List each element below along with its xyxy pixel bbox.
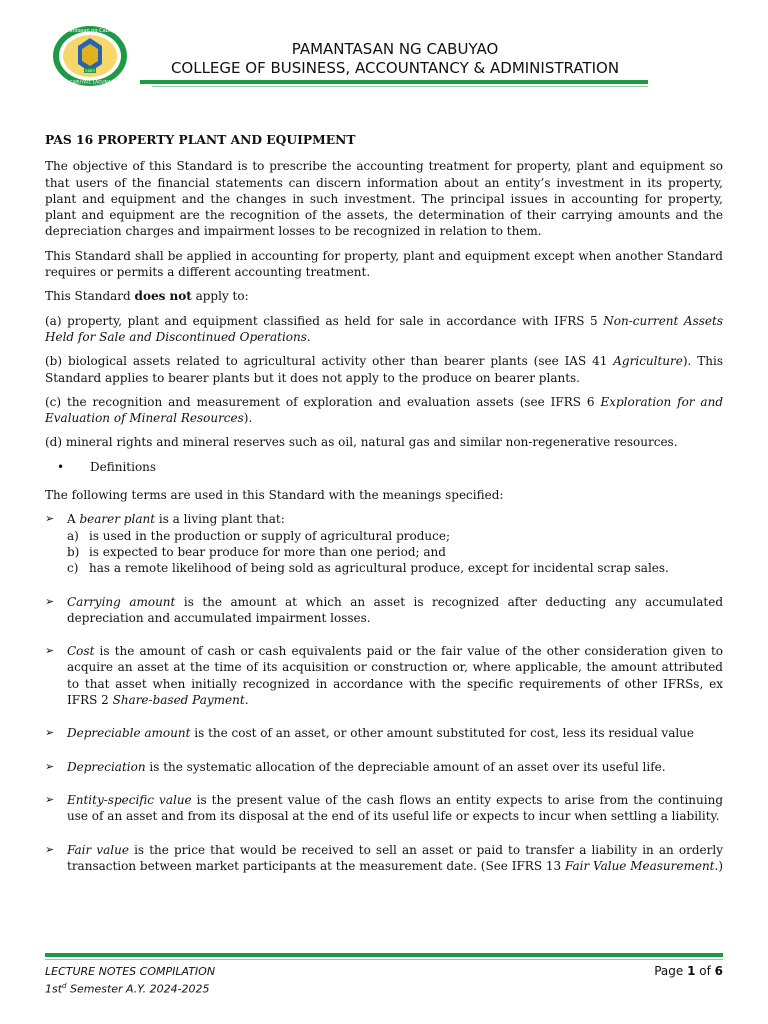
bearer-pre: A bbox=[67, 512, 80, 527]
not-apply-post: apply to: bbox=[191, 289, 249, 304]
cost-end: . bbox=[244, 693, 249, 708]
cost-term: Cost bbox=[67, 644, 95, 659]
document-title: PAS 16 PROPERTY PLANT AND EQUIPMENT bbox=[45, 132, 356, 147]
depreciable-amount-text: is the cost of an asset, or other amount substituted for cost, less its residual value bbox=[190, 726, 695, 741]
footer-rule bbox=[45, 953, 723, 957]
header-rule bbox=[140, 80, 648, 84]
definition-bearer-plant bbox=[45, 511, 723, 576]
exclusion-b-text: (b) biological assets related to agricultural activity other than bearer plants (see IAS 41 bbox=[45, 354, 614, 369]
arrow-bullet-icon: ➢ bbox=[45, 842, 55, 856]
university-seal-logo bbox=[50, 24, 130, 88]
bearer-item-label: b) bbox=[67, 544, 80, 559]
cost-text: is the amount of cash or cash equivalents paid or the fair value of the other consideration given to acquire an asset at the time of its acquisition or construction or, where applicable, the amount attributed to that asset when initially recognized in accordance with the specific requirements of other IFRSs, ex IFRS 2 bbox=[67, 644, 723, 708]
logo-text-bottom: CABUYAO, LAGUNA bbox=[69, 80, 111, 86]
definition-depreciation bbox=[45, 759, 723, 775]
exclusion-b-end: ). This Standard applies to bearer plants but it does not apply to the produce on bearer plants. bbox=[45, 354, 723, 385]
bearer-term: bearer plant bbox=[79, 512, 156, 527]
cost-ref: Share-based Payment bbox=[112, 693, 245, 708]
bearer-item bbox=[67, 528, 723, 544]
header-rule-thin bbox=[152, 86, 648, 87]
definition-fair-value bbox=[45, 842, 723, 875]
arrow-bullet-icon: ➢ bbox=[45, 759, 55, 773]
objective-paragraph: The objective of this Standard is to prescribe the accounting treatment for property, plant and equipment so that users of the financial statements can discern information about an entity’s investment in its property, plant and equipment and the changes in such investment. The principal issues in accounting for property, plant and equipment are the recognition of the assets, the determination of their carrying amounts and the depreciation charges and impairment losses to be recognized in relation to them. bbox=[45, 159, 723, 239]
terms-intro: The following terms are used in this Standard with the meanings specified: bbox=[45, 488, 504, 503]
logo-text-top: Pamantasan ng Cabuyao bbox=[58, 28, 122, 34]
arrow-bullet-icon: ➢ bbox=[45, 792, 55, 806]
exclusion-a-text: (a) property, plant and equipment classified as held for sale in accordance with IFRS 5 bbox=[45, 313, 604, 328]
definitions-bullet bbox=[45, 459, 723, 475]
exclusion-a bbox=[45, 313, 723, 346]
fair-value-ref: Fair Value Measurement bbox=[564, 858, 715, 873]
exclusion-c-ref: Exploration for and Evaluation of Mineral Resources bbox=[45, 394, 723, 426]
carrying-term: Carrying amount bbox=[67, 594, 176, 609]
bearer-item-text: is used in the production or supply of agricultural produce; bbox=[89, 528, 450, 543]
entity-specific-value-term: Entity-specific value bbox=[67, 792, 192, 807]
footer-semester-sup: d bbox=[62, 982, 67, 990]
definition-cost bbox=[45, 643, 723, 708]
page-number bbox=[654, 964, 723, 978]
arrow-bullet-icon: ➢ bbox=[45, 512, 55, 526]
page-word: Page bbox=[654, 964, 688, 978]
arrow-bullet-icon: ➢ bbox=[45, 726, 55, 740]
bearer-item-text: has a remote likelihood of being sold as agricultural produce, except for incidental scrap sales. bbox=[89, 561, 669, 576]
bearer-item bbox=[67, 544, 723, 560]
carrying-text: is the amount at which an asset is recognized after deducting any accumulated depreciation and accumulated impairment losses. bbox=[67, 594, 724, 625]
footer-semester bbox=[45, 979, 215, 997]
definition-entity-specific-value bbox=[45, 792, 723, 825]
depreciation-text: is the systematic allocation of the depreciable amount of an asset over its useful life. bbox=[145, 759, 666, 774]
definition-depreciable-amount bbox=[45, 725, 723, 741]
bearer-item-text: is expected to bear produce for more than one period; and bbox=[89, 544, 446, 559]
logo-year: 2003 bbox=[85, 68, 95, 73]
not-apply-bold: does not bbox=[134, 289, 192, 304]
definitions-heading: Definitions bbox=[90, 459, 157, 474]
footer-semester-text: Semester A.Y. 2024-2025 bbox=[66, 982, 210, 996]
university-name: PAMANTASAN NG CABUYAO bbox=[291, 40, 499, 58]
exclusion-c bbox=[45, 394, 723, 427]
fair-value-text: is the price that would be received to sell an asset or paid to transfer a liability in an orderly transaction between market participants at the measurement date. (See IFRS 13 bbox=[67, 842, 724, 873]
exclusion-a-end: . bbox=[306, 329, 311, 344]
exclusion-b-ref: Agriculture bbox=[613, 354, 683, 369]
scope-paragraph: This Standard shall be applied in accounting for property, plant and equipment except when another Standard requires or permits a different accounting treatment. bbox=[45, 248, 723, 280]
bullet-dot-icon: • bbox=[57, 459, 65, 474]
exclusion-b bbox=[45, 353, 723, 386]
page-header bbox=[0, 0, 768, 100]
not-apply-pre: This Standard bbox=[45, 289, 135, 304]
exclusion-d: (d) mineral rights and mineral reserves such as oil, natural gas and similar non-regenerative resources. bbox=[45, 435, 678, 450]
footer-semester-ordinal: 1st bbox=[45, 982, 63, 996]
footer-rule-thin bbox=[45, 959, 723, 960]
depreciable-amount-term: Depreciable amount bbox=[67, 726, 191, 741]
bearer-item-label: a) bbox=[67, 528, 79, 543]
footer-compilation-label: LECTURE NOTES COMPILATION bbox=[45, 965, 216, 978]
not-apply-paragraph bbox=[45, 288, 723, 304]
definition-carrying-amount bbox=[45, 594, 723, 627]
fair-value-term: Fair value bbox=[67, 842, 129, 857]
bearer-item-label: c) bbox=[67, 561, 79, 576]
fair-value-end: .) bbox=[714, 858, 724, 873]
page-of: of bbox=[695, 964, 715, 978]
page-current: 1 bbox=[687, 964, 696, 978]
bearer-item bbox=[67, 560, 723, 576]
footer-left bbox=[45, 964, 215, 997]
arrow-bullet-icon: ➢ bbox=[45, 594, 55, 608]
document-body bbox=[45, 132, 723, 891]
college-name: COLLEGE OF BUSINESS, ACCOUNTANCY & ADMINISTRATION bbox=[170, 59, 620, 77]
arrow-bullet-icon: ➢ bbox=[45, 644, 55, 658]
exclusion-c-text: (c) the recognition and measurement of exploration and evaluation assets (see IFRS 6 bbox=[45, 394, 601, 409]
entity-specific-value-text: is the present value of the cash flows an entity expects to arise from the continuing use of an asset and from its disposal at the end of its useful life or expects to incur when settling a liability. bbox=[67, 792, 724, 824]
page-total: 6 bbox=[714, 964, 723, 978]
depreciation-term: Depreciation bbox=[67, 759, 146, 774]
exclusion-a-ref: Non-current Assets Held for Sale and Discontinued Operations bbox=[45, 313, 723, 344]
exclusion-c-end: ). bbox=[243, 411, 253, 426]
bearer-post: is a living plant that: bbox=[155, 512, 285, 527]
